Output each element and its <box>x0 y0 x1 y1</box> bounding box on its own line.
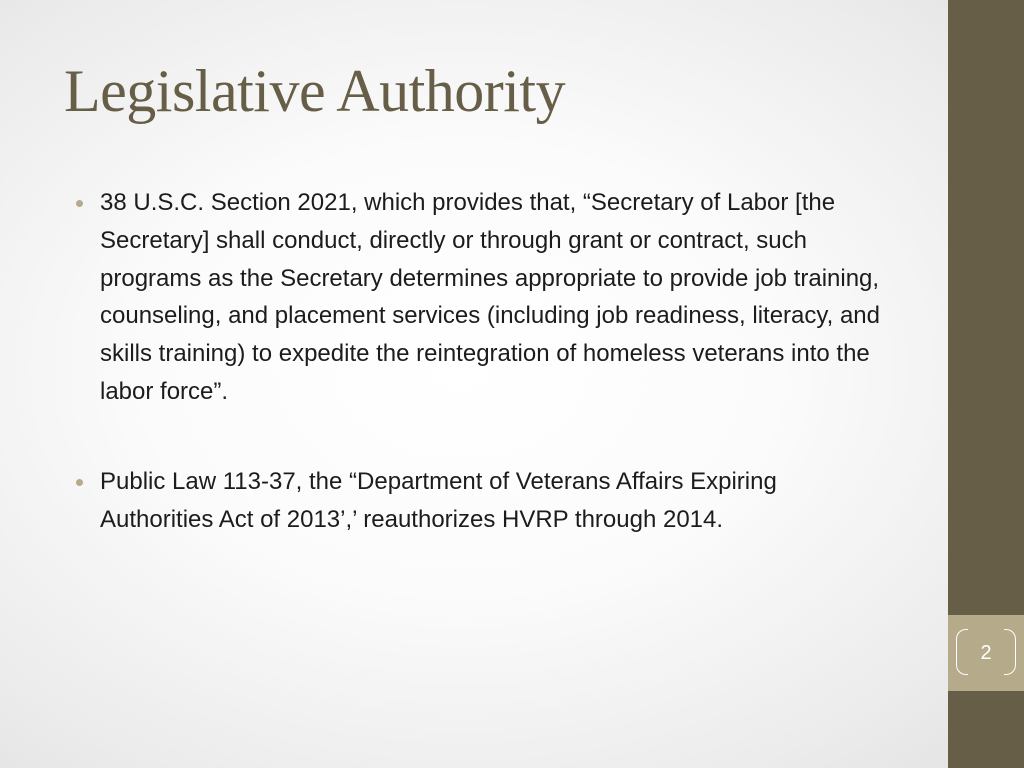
slide-title: Legislative Authority <box>64 58 566 124</box>
page-number: 2 <box>980 642 992 664</box>
bullet-list <box>76 184 886 538</box>
page-number-band <box>948 615 1024 691</box>
bullet-item <box>76 184 886 411</box>
bullet-text: Public Law 113-37, the “Department of Veterans Affairs Expiring Authorities Act of 2013’,’ reauthorizes HVRP through 2014. <box>100 467 777 533</box>
bullet-item <box>76 463 886 539</box>
bullet-dot-icon <box>76 479 83 486</box>
bullet-dot-icon <box>76 200 83 207</box>
bullet-text: 38 U.S.C. Section 2021, which provides that, “Secretary of Labor [the Secretary] shall conduct, directly or through grant or contract, such programs as the Secretary determines appropriate to provide job training, counseling, and placement services (including job readiness, literacy, and skills training) to expedite the reintegration of homeless veterans into the labor force”. <box>100 189 880 405</box>
right-brace-icon <box>1004 629 1016 675</box>
